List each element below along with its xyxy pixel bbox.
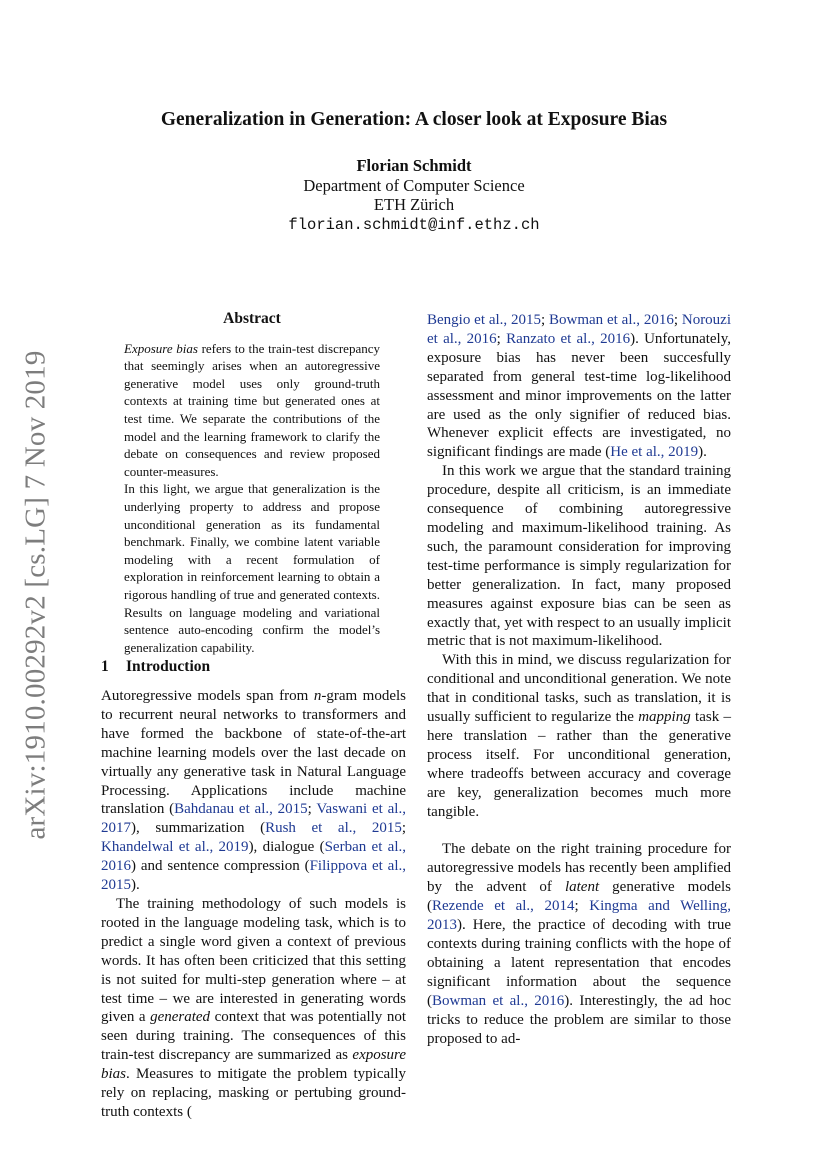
citation-link[interactable]: Rush et al., 2015: [265, 820, 402, 837]
arxiv-sidebar-stamp: arXiv:1910.00292v2 [cs.LG] 7 Nov 2019: [19, 350, 52, 840]
emphasis: latent: [564, 879, 600, 896]
right-column-body: [427, 311, 731, 1048]
text: The debate on the right training procedure for autoregressive models has recently been amplified by the advent of: [427, 841, 731, 896]
text: ), summarization (: [131, 820, 266, 837]
text: task – here translation – rather than the generative process itself. For unconditional generation, where tradeoffs between accuracy and coverage are key, generalization becomes much more tangible.: [427, 709, 732, 820]
author-name: Florian Schmidt: [356, 156, 472, 175]
abstract-text: refers to the train-test discrepancy that seemingly arises when an autoregressive generative model uses only ground-truth contexts at training time but generated ones at test time. We separate the contributions of the model and the learning framework to clarify the debate on consequences and review proposed counter-measures.: [124, 340, 380, 479]
text: -gram models to recurrent neural networks to transformers and have formed the backbone of state-of-the-art machine learning models over the last decade on virtually any generative task in Natural Language Processing. Applications include machine translation (: [101, 688, 406, 818]
citation-link[interactable]: He et al., 2019: [610, 444, 699, 461]
text: ). Unfortunately, exposure bias has never been succesfully separated from general test-time log-likelihood assessment and minor improvements on the latter are used as the only signifier of reduced bias. Whenever explicit effects are investigated, no significant findings are made (: [427, 330, 731, 461]
text: ;: [673, 312, 682, 328]
citation-link[interactable]: Khandelwal et al., 2019: [101, 839, 249, 856]
text: ). Here, the practice of decoding with true contexts during training conflicts with the hope of obtaining a latent representation that encodes significant information about the sequence (: [427, 917, 731, 1009]
text: The training methodology of such models is rooted in the language modeling task, which is to predict a single word given a context of previous words. It has often been criticized that this setting is not suited for multi-step generation where – at test time – we are interested in generating words given a: [101, 895, 406, 1026]
abstract-heading: Abstract: [223, 310, 281, 327]
text: Autoregressive models span from: [101, 688, 314, 704]
abstract-term: Exposure bias: [124, 340, 198, 356]
section-title: Introduction: [126, 658, 211, 675]
text: context that was potentially not seen during training. The consequences of this train-test discrepancy are summarized as: [101, 1009, 407, 1064]
intro-paragraph-2-continued: [427, 311, 731, 462]
text: ) and sentence compression (: [131, 858, 310, 875]
text: ). Interestingly, the ad hoc tricks to reduce the problem are similar to those proposed to ad-: [427, 992, 731, 1047]
citation-link[interactable]: Bowman et al., 2016: [549, 312, 674, 328]
text: ;: [496, 330, 507, 347]
text: ).: [698, 444, 707, 461]
text: With this in mind, we discuss regularization for conditional and unconditional generation. We note that in conditional tasks, such as translation, it is usually sufficient to regularize the: [427, 652, 731, 726]
intro-paragraph-1: [101, 687, 406, 895]
paper-title: Generalization in Generation: A closer look at Exposure Bias: [160, 109, 668, 131]
author-department: Department of Computer Science: [303, 175, 525, 195]
text: generative models (: [427, 879, 731, 915]
emphasis: exposure bias: [101, 1047, 406, 1083]
text: ;: [401, 820, 406, 837]
text: ;: [541, 312, 550, 328]
citation-link[interactable]: Serban et al., 2016: [101, 839, 407, 875]
intro-paragraph-3: In this work we argue that the standard training procedure, despite all criticism, is an immediate consequence of combining autoregressive modeling and maximum-likelihood training. As such, the paramount consideration for improving test-time performance is simply regularization for better generalization. In fact, many proposed measures against exposure bias can be seen as exactly that, yet with respect to an usually implicit metric that is not maximum-likelihood.: [427, 463, 731, 650]
intro-paragraph-4: [427, 651, 731, 821]
text: ), dialogue (: [248, 839, 325, 856]
section-number: 1: [101, 658, 109, 675]
text: ;: [307, 801, 317, 818]
citation-link[interactable]: Vaswani et al., 2017: [101, 801, 406, 837]
citation-link[interactable]: Bengio et al., 2015: [427, 312, 541, 328]
text: ;: [574, 898, 590, 915]
citation-link[interactable]: Filippova et al., 2015: [101, 858, 406, 894]
section-heading-introduction: [101, 658, 210, 676]
math-variable: n: [313, 688, 322, 704]
citation-link[interactable]: Norouzi et al., 2016: [427, 312, 732, 347]
abstract: [124, 310, 380, 656]
citation-link[interactable]: Kingma and Welling, 2013: [427, 898, 731, 934]
text: ).: [131, 877, 140, 894]
left-column-body: [101, 687, 406, 1122]
author-email[interactable]: florian.schmidt@inf.ethz.ch: [288, 215, 540, 234]
abstract-paragraph-2: In this light, we argue that generalization is the underlying property to address and propose unconditional generation as its fundamental benchmark. Finally, we combine latent variable modeling with a recent formulation of exploration in reinforcement learning to obtain a rigorous handling of true and generated contexts. Results on language modeling and variational sentence auto-encoding confirm the model’s generalization capability.: [124, 481, 380, 655]
emphasis: mapping: [638, 709, 691, 726]
citation-link[interactable]: Bahdanau et al., 2015: [174, 801, 308, 818]
emphasis: generated: [150, 1009, 211, 1026]
intro-paragraph-5: [427, 840, 731, 1048]
author-block: [0, 156, 828, 235]
intro-paragraph-2: [101, 895, 406, 1122]
citation-link[interactable]: Bowman et al., 2016: [432, 992, 565, 1009]
citation-link[interactable]: Rezende et al., 2014: [432, 898, 575, 915]
text: . Measures to mitigate the problem typically rely on replacing, masking or pertubing ground-truth contexts (: [101, 1066, 406, 1120]
citation-link[interactable]: Ranzato et al., 2016: [506, 330, 631, 347]
author-institution: ETH Zürich: [373, 195, 455, 214]
abstract-paragraph-1: [124, 340, 380, 481]
